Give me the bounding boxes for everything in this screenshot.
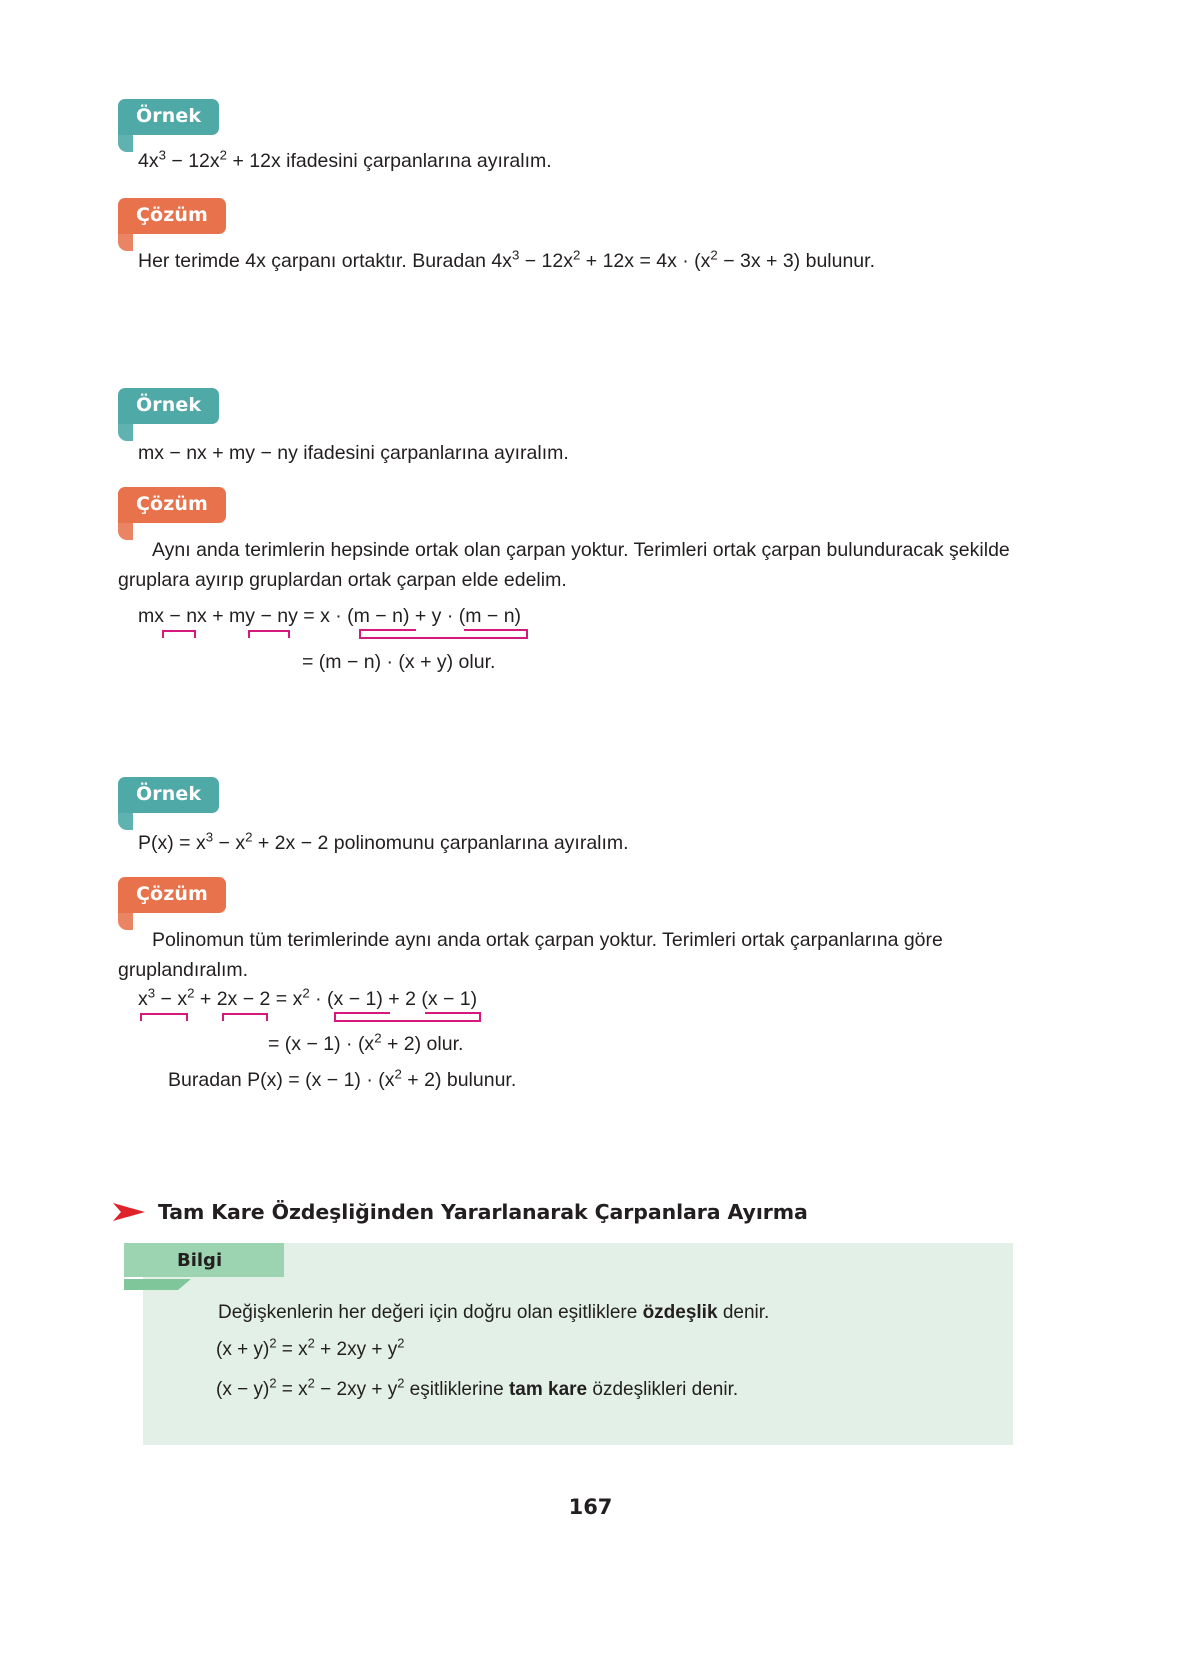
bilgi-line-1: Değişkenlerin her değeri için doğru olan eşitliklere özdeşlik denir. <box>218 1302 770 1323</box>
ornek-tab-label: Örnek <box>118 777 219 813</box>
cozum-tab-1 <box>118 198 226 234</box>
ribbon-tail <box>118 813 133 830</box>
ornek-tab-2 <box>118 388 219 424</box>
section-heading <box>112 1200 808 1224</box>
example-3-equation-1: $x^3 - x^2 + 2x - 2 = x^2 \cdot (x - 1) + 2$ (x − 1) <box>138 985 478 1010</box>
cozum-tab-label: Çözüm <box>118 877 226 913</box>
ornek-tab-label: Örnek <box>118 388 219 424</box>
example-3-equation-3: Buradan $P(x) = (x - 1) \cdot (x^2 + 2)$ bulunur. <box>168 1066 517 1091</box>
example-1-statement: $4x^3 - 12x^2 + 12x$ ifadesini çarpanlarına ayıralım. <box>138 147 552 172</box>
example-3-statement: $P(x) = x^3 - x^2 + 2x - 2$ polinomunu çarpanlarına ayıralım. <box>138 829 629 854</box>
cozum-tab-label: Çözüm <box>118 198 226 234</box>
bilgi-banner <box>124 1243 284 1277</box>
ribbon-tail <box>118 424 133 441</box>
connector-brace-m-n <box>359 630 528 639</box>
underbrace-mx-nx <box>162 630 196 638</box>
section-heading-text: Tam Kare Özdeşliğinden Yararlanarak Çarpanlara Ayırma <box>158 1200 808 1224</box>
underbrace-2x-2 <box>222 1013 268 1021</box>
bilgi-label: Bilgi <box>177 1250 223 1271</box>
ornek-tab-label: Örnek <box>118 99 219 135</box>
bilgi-line-3: $(x - y)^2 = x^2 - 2xy + y^2$ eşitliklerine tam kare özdeşlikleri denir. <box>216 1375 739 1400</box>
underbrace-my-ny <box>248 630 290 638</box>
connector-brace-x-1 <box>334 1013 481 1022</box>
ribbon-tail <box>118 135 133 152</box>
ribbon-tail <box>118 234 133 251</box>
cozum-tab-label: Çözüm <box>118 487 226 523</box>
example-2-solution: Aynı anda terimlerin hepsinde ortak olan çarpan yoktur. Terimleri ortak çarpan bulunduracak şekilde gruplara ayırıp gruplardan ortak çarpan elde edelim. <box>118 539 1010 591</box>
bilgi-banner-fold <box>124 1277 191 1288</box>
example-2-equation-1: mx − nx + my − ny = x · (m − n) + y · (m − n) <box>138 605 522 627</box>
ornek-tab-1 <box>118 99 219 135</box>
bilgi-line-2: $(x + y)^2 = x^2 + 2xy + y^2$ <box>216 1335 405 1360</box>
example-3-solution: Polinomun tüm terimlerinde aynı anda ortak çarpan yoktur. Terimleri ortak çarpanlarına göre gruplandıralım. <box>118 929 943 981</box>
cozum-tab-3 <box>118 877 226 913</box>
ornek-tab-3 <box>118 777 219 813</box>
example-2-statement: mx − nx + my − ny ifadesini çarpanlarına ayıralım. <box>138 442 569 464</box>
example-3-equation-2: = $(x - 1) \cdot (x^2 + 2)$ olur. <box>268 1030 464 1055</box>
example-1-solution: Her terimde 4x çarpanı ortaktır. Buradan $4x^3 - 12x^2 + 12x = 4x \cdot (x^2 - 3x + 3)$ bulunur. <box>138 247 875 272</box>
arrow-right-icon <box>112 1201 146 1223</box>
example-2-equation-2: = (m − n) · (x + y) olur. <box>302 651 496 673</box>
underbrace-x3-x2 <box>140 1013 188 1021</box>
page-number: 167 <box>568 1495 613 1519</box>
cozum-tab-2 <box>118 487 226 523</box>
